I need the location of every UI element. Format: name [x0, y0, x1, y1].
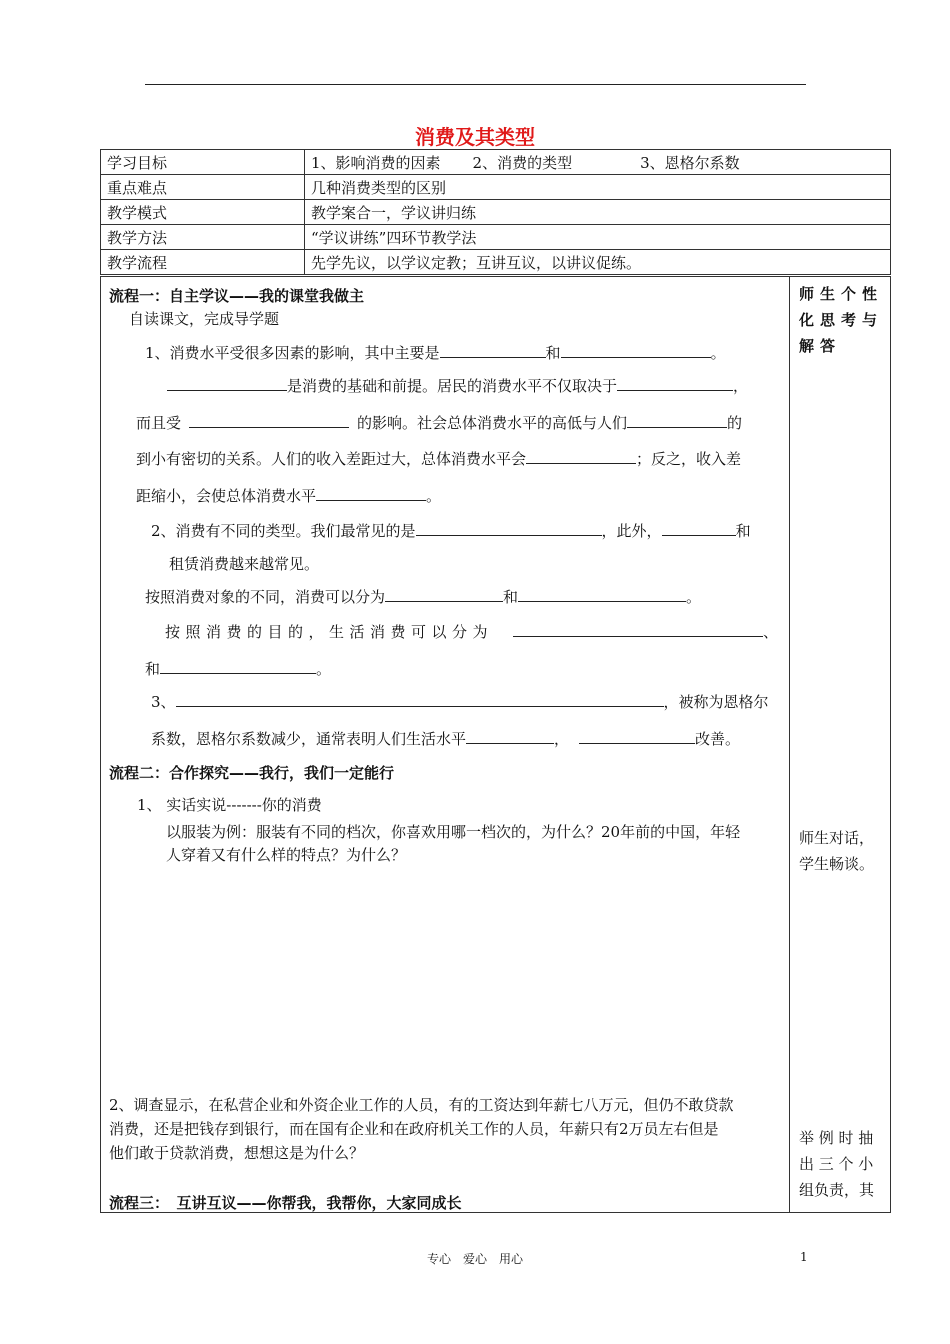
info-value: “学议讲练”四环节教学法	[305, 225, 891, 250]
info-label: 教学方法	[101, 225, 305, 250]
page-number: 1	[800, 1250, 808, 1264]
question-line: 租赁消费越来越常见。	[169, 555, 320, 573]
lesson-body	[100, 276, 891, 1213]
answer-blank[interactable]	[416, 520, 602, 536]
answer-blank[interactable]	[440, 342, 546, 358]
flow2-item2-text: 消费，还是把钱存到银行，而在国有企业和在政府机关工作的人员，年薪只有2万员左右但是	[109, 1120, 719, 1138]
answer-blank[interactable]	[167, 375, 287, 391]
question-line: 按照消费对象的不同，消费可以分为 和 。	[145, 588, 702, 606]
answer-blank[interactable]	[513, 621, 763, 637]
side-note: 举 例 时 抽 出 三 个 小 组负责，其	[799, 1129, 875, 1199]
answer-blank[interactable]	[579, 728, 695, 744]
info-value: 1、影响消费的因素 2、消费的类型 3、恩格尔系数	[305, 150, 891, 175]
question-line: 按照消费的目的，生活消费可以分为	[165, 623, 494, 641]
info-table	[100, 149, 891, 275]
question-line: 而且受 的影响。社会总体消费水平的高低与人们 的	[136, 414, 743, 432]
info-value: 教学案合一，学议讲归练	[305, 200, 891, 225]
side-note: 师生对话， 学生畅谈。	[799, 829, 875, 873]
flow3-heading: 流程三： 互讲互议——你帮我，我帮你，大家同成长	[109, 1194, 462, 1212]
answer-blank[interactable]	[561, 342, 711, 358]
question-line: 到小有密切的关系。人们的收入差距过大，总体消费水平会 ；反之，收入差	[136, 450, 742, 468]
flow2-item2-text: 2、调查显示，在私营企业和外资企业工作的人员，有的工资达到年薪七八万元，但仍不敢贷款	[109, 1096, 734, 1114]
answer-blank[interactable]	[627, 412, 727, 428]
flow2-item2-text: 他们敢于贷款消费，想想这是为什么？	[109, 1144, 365, 1162]
question-line: 系数，恩格尔系数减少，通常表明人们生活水平 ， 改善。	[151, 730, 741, 748]
flow1-intro: 自读课文，完成导学题	[129, 310, 280, 328]
question-line: 、	[513, 621, 778, 642]
flow2-heading: 流程二：合作探究——我行，我们一定能行	[109, 764, 395, 782]
footer-motto: 专心 爱心 用心	[426, 1252, 523, 1266]
question-line: 2、消费有不同的类型。我们最常见的是 ，此外， 和	[151, 522, 751, 540]
answer-blank[interactable]	[385, 586, 503, 602]
info-label: 重点难点	[101, 175, 305, 200]
question-line: 3、 ，被称为恩格尔	[151, 693, 769, 711]
info-row-process	[101, 250, 891, 275]
answer-blank[interactable]	[316, 485, 426, 501]
question-line: 和 。	[145, 660, 332, 678]
column-divider	[789, 277, 790, 1212]
answer-blank[interactable]	[617, 375, 733, 391]
question-line: 是消费的基础和前提。居民的消费水平不仅取决于 ，	[167, 375, 748, 396]
answer-blank[interactable]	[176, 691, 664, 707]
flow2-item1-title: 1、 实话实说-------你的消费	[137, 796, 322, 814]
answer-blank[interactable]	[662, 520, 736, 536]
info-value: 先学先议，以学议定教；互讲互议，以讲议促练。	[305, 250, 891, 275]
answer-blank[interactable]	[526, 448, 636, 464]
side-column-header: 师生个性 化思考与 解答	[799, 285, 884, 355]
flow2-item1-text: 以服装为例：服装有不同的档次，你喜欢用哪一档次的，为什么？20年前的中国，年轻	[166, 823, 741, 841]
page-title: 消费及其类型	[415, 125, 535, 149]
question-line: 1、消费水平受很多因素的影响，其中主要是 和 。	[145, 344, 726, 362]
answer-blank[interactable]	[189, 412, 349, 428]
info-row-mode	[101, 200, 891, 225]
header-rule	[145, 84, 806, 85]
question-line: 距缩小，会使总体消费水平 。	[136, 487, 442, 505]
answer-blank[interactable]	[466, 728, 554, 744]
info-label: 学习目标	[101, 150, 305, 175]
flow2-item1-text: 人穿着又有什么样的特点？为什么？	[166, 846, 407, 864]
info-row-difficulty	[101, 175, 891, 200]
info-label: 教学流程	[101, 250, 305, 275]
info-row-goals	[101, 150, 891, 175]
info-row-method	[101, 225, 891, 250]
info-value: 几种消费类型的区别	[305, 175, 891, 200]
answer-blank[interactable]	[518, 586, 686, 602]
info-label: 教学模式	[101, 200, 305, 225]
answer-blank[interactable]	[160, 658, 316, 674]
flow1-heading: 流程一：自主学议——我的课堂我做主	[109, 287, 365, 305]
